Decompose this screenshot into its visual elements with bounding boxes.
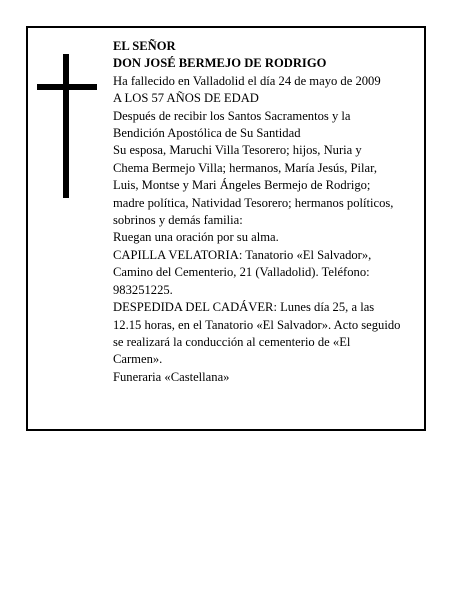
chapel-info: Camino del Cementerio, 21 (Valladolid). Teléfono: — [113, 265, 370, 280]
family-line: madre política, Natividad Tesorero; hermanos políticos, — [113, 195, 394, 210]
family-line: Chema Bermejo Villa; hermanos, María Jesús, Pilar, — [113, 160, 377, 175]
funeral-home: Funeraria «Castellana» — [113, 369, 230, 384]
cross-horizontal-bar — [37, 84, 97, 90]
family-line: sobrinos y demás familia: — [113, 213, 243, 228]
chapel-info: CAPILLA VELATORIA: Tanatorio «El Salvador», — [113, 247, 372, 262]
age-line: A LOS 57 AÑOS DE EDAD — [113, 91, 259, 106]
cross-vertical-bar — [63, 54, 69, 198]
cross-icon — [37, 54, 97, 198]
sacraments-line: Después de recibir los Santos Sacramentos y la — [113, 108, 351, 123]
farewell-info: DESPEDIDA DEL CADÁVER: Lunes día 25, a las — [113, 300, 375, 315]
family-line: Luis, Montse y Mari Ángeles Bermejo de Rodrigo; — [113, 178, 371, 193]
deceased-name: DON JOSÉ BERMEJO DE RODRIGO — [113, 56, 327, 71]
chapel-phone: 983251225. — [113, 282, 173, 297]
death-announcement: Ha fallecido en Valladolid el día 24 de mayo de 2009 — [113, 73, 381, 88]
farewell-info: se realizará la conducción al cementerio de «El — [113, 334, 351, 349]
farewell-info: 12.15 horas, en el Tanatorio «El Salvador». Acto seguido — [113, 317, 401, 332]
obituary-text — [113, 38, 431, 386]
family-line: Su esposa, Maruchi Villa Tesorero; hijos, Nuria y — [113, 143, 362, 158]
prayer-request: Ruegan una oración por su alma. — [113, 230, 279, 245]
sacraments-line: Bendición Apostólica de Su Santidad — [113, 126, 301, 141]
heading-title: EL SEÑOR — [113, 39, 176, 53]
farewell-info: Carmen». — [113, 352, 163, 367]
